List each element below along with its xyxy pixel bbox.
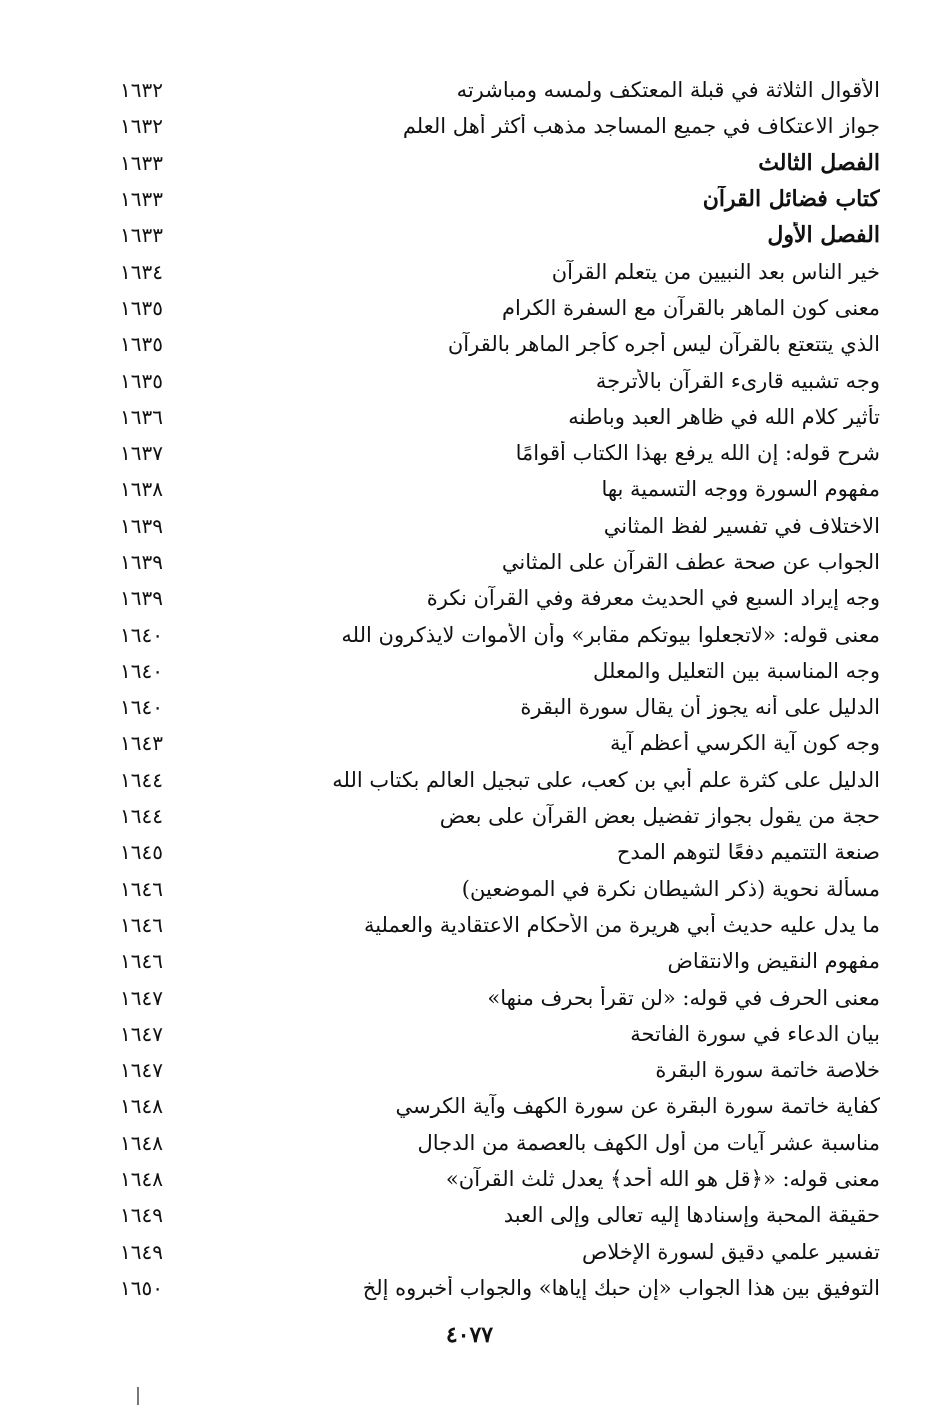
toc-entry-page: ١٦٣٤ <box>120 259 163 284</box>
toc-entry-page: ١٦٤٨ <box>120 1167 163 1192</box>
toc-entry-page: ١٦٤٥ <box>120 840 163 865</box>
toc-entry-page: ١٦٤٩ <box>120 1203 163 1228</box>
toc-entry <box>120 762 880 798</box>
toc-entry-title: التوفيق بين هذا الجواب «إن حبك إياها» والجواب أخبروه إلخ <box>362 1275 880 1300</box>
toc-heading: كتاب فضائل القرآن <box>702 186 880 213</box>
toc-entry-title: خير الناس بعد النبيين من يتعلم القرآن <box>551 259 880 284</box>
toc-entry-page: ١٦٤٠ <box>120 658 163 683</box>
toc-entry-title: الذي يتتعتع بالقرآن ليس أجره كأجر الماهر بالقرآن <box>447 332 880 357</box>
toc-entry-page: ١٦٣٩ <box>120 513 163 538</box>
toc-entry <box>120 217 880 253</box>
toc-entry <box>120 1125 880 1161</box>
toc-entry-title: ما يدل عليه حديث أبي هريرة من الأحكام الاعتقادية والعملية <box>363 912 880 937</box>
toc-entry <box>120 326 880 362</box>
toc-entry-page: ١٦٣٥ <box>120 295 163 320</box>
toc-entry-title: وجه إيراد السبع في الحديث معرفة وفي القرآن نكرة <box>426 586 880 611</box>
margin-mark <box>137 1387 139 1405</box>
toc-entry-page: ١٦٣٩ <box>120 550 163 574</box>
toc-entry <box>120 1088 880 1124</box>
toc-entry-page: ١٦٤٧ <box>120 985 163 1010</box>
toc-entry-title: تفسير علمي دقيق لسورة الإخلاص <box>581 1239 880 1264</box>
toc-entry-page: ١٦٤٤ <box>120 767 163 792</box>
toc-entry <box>120 798 880 834</box>
toc-entry-title: الأقوال الثلاثة في قبلة المعتكف ولمسه ومباشرته <box>456 78 880 103</box>
toc-entry-page: ١٦٤٧ <box>120 1058 163 1083</box>
toc-entry-page: ١٦٤٧ <box>120 1021 163 1046</box>
toc-entry-title: صنعة التتميم دفعًا لتوهم المدح <box>616 840 880 865</box>
toc-entry-page: ١٦٤٦ <box>120 912 163 937</box>
toc-entry <box>120 253 880 289</box>
toc-entry-title: الاختلاف في تفسير لفظ المثاني <box>603 513 880 538</box>
toc-entry <box>120 399 880 435</box>
toc-entry-title: مناسبة عشر آيات من أول الكهف بالعصمة من الدجال <box>417 1130 880 1155</box>
toc-entry-page: ١٦٤٦ <box>120 949 163 974</box>
toc-entry-title: معنى الحرف في قوله: «لن تقرأ بحرف منها» <box>487 985 880 1010</box>
toc-entry-title: مسألة نحوية (ذكر الشيطان نكرة في الموضعين) <box>461 876 880 901</box>
toc-entry-page: ١٦٤٩ <box>120 1239 163 1264</box>
toc-entry <box>120 145 880 181</box>
toc-entry-page: ١٦٣٣ <box>120 150 163 175</box>
toc-entry <box>120 943 880 979</box>
toc-heading: الفصل الأول <box>767 222 880 249</box>
toc-entry <box>120 689 880 725</box>
toc-entry-title: وجه كون آية الكرسي أعظم آية <box>610 731 880 756</box>
toc-entry <box>120 108 880 144</box>
table-of-contents <box>120 72 880 1306</box>
toc-entry-title: وجه تشبيه قارىء القرآن بالأترجة <box>595 368 880 393</box>
toc-entry-title: الدليل على كثرة علم أبي بن كعب، على تبجيل العالم بكتاب الله <box>332 767 880 792</box>
toc-entry <box>120 362 880 398</box>
toc-entry <box>120 653 880 689</box>
toc-entry-title: جواز الاعتكاف في جميع المساجد مذهب أكثر أهل العلم <box>402 114 880 139</box>
toc-entry-page: ١٦٣٢ <box>120 114 163 139</box>
toc-entry <box>120 1016 880 1052</box>
toc-entry <box>120 1052 880 1088</box>
toc-entry-title: حقيقة المحبة وإسنادها إليه تعالى وإلى العبد <box>503 1203 880 1228</box>
toc-entry-title: كفاية خاتمة سورة البقرة عن سورة الكهف وآية الكرسي <box>395 1094 880 1119</box>
toc-entry-page: ١٦٣٧ <box>120 441 163 466</box>
toc-entry-page: ١٦٣٢ <box>120 78 163 103</box>
toc-heading: الفصل الثالث <box>758 149 880 176</box>
toc-entry <box>120 834 880 870</box>
toc-entry <box>120 435 880 471</box>
toc-entry <box>120 580 880 616</box>
toc-entry-title: معنى قوله: «لاتجعلوا بيوتكم مقابر» وأن الأموات لايذكرون الله <box>341 622 880 647</box>
toc-entry-title: مفهوم النقيض والانتقاض <box>667 949 880 974</box>
toc-entry-title: معنى كون الماهر بالقرآن مع السفرة الكرام <box>502 295 880 320</box>
toc-entry-page: ١٦٣٣ <box>120 187 163 212</box>
toc-entry-page: ١٦٣٣ <box>120 223 163 248</box>
toc-entry-title: الجواب عن صحة عطف القرآن على المثاني <box>501 550 880 574</box>
toc-entry-title: شرح قوله: إن الله يرفع بهذا الكتاب أقوامًا <box>515 441 880 466</box>
toc-entry <box>120 725 880 761</box>
toc-entry <box>120 1234 880 1270</box>
toc-entry <box>120 616 880 652</box>
toc-entry-page: ١٦٤٣ <box>120 731 163 756</box>
toc-entry-title: وجه المناسبة بين التعليل والمعلل <box>593 658 880 683</box>
toc-entry-title: بيان الدعاء في سورة الفاتحة <box>630 1021 880 1046</box>
toc-entry-page: ١٦٥٠ <box>120 1275 163 1300</box>
toc-entry <box>120 508 880 544</box>
toc-entry-page: ١٦٤٨ <box>120 1094 163 1119</box>
toc-entry-title: الدليل على أنه يجوز أن يقال سورة البقرة <box>520 695 880 720</box>
toc-entry <box>120 979 880 1015</box>
toc-entry-title: معنى قوله: «﴿قل هو الله أحد﴾ يعدل ثلث القرآن» <box>445 1167 880 1192</box>
page-number: ٤٠٧٧ <box>445 1322 494 1348</box>
toc-entry-page: ١٦٤٠ <box>120 695 163 720</box>
toc-entry <box>120 290 880 326</box>
toc-entry <box>120 871 880 907</box>
toc-entry-page: ١٦٣٨ <box>120 477 163 502</box>
toc-entry-page: ١٦٣٦ <box>120 404 163 429</box>
toc-entry <box>120 1161 880 1197</box>
toc-entry <box>120 1270 880 1306</box>
toc-entry-title: مفهوم السورة ووجه التسمية بها <box>601 477 880 502</box>
toc-entry-page: ١٦٤٠ <box>120 622 163 647</box>
toc-entry-page: ١٦٣٥ <box>120 368 163 393</box>
toc-entry-title: حجة من يقول بجواز تفضيل بعض القرآن على بعض <box>439 804 880 829</box>
toc-entry-page: ١٦٣٩ <box>120 586 163 611</box>
toc-entry <box>120 72 880 108</box>
toc-entry <box>120 544 880 580</box>
toc-entry-page: ١٦٣٥ <box>120 332 163 357</box>
toc-entry <box>120 181 880 217</box>
toc-entry-title: تأثير كلام الله في ظاهر العبد وباطنه <box>568 404 880 429</box>
toc-entry <box>120 907 880 943</box>
toc-entry-page: ١٦٤٨ <box>120 1130 163 1155</box>
toc-entry-title: خلاصة خاتمة سورة البقرة <box>655 1058 880 1083</box>
toc-entry-page: ١٦٤٤ <box>120 804 163 829</box>
toc-entry <box>120 1197 880 1233</box>
toc-entry <box>120 471 880 507</box>
toc-entry-page: ١٦٤٦ <box>120 876 163 901</box>
